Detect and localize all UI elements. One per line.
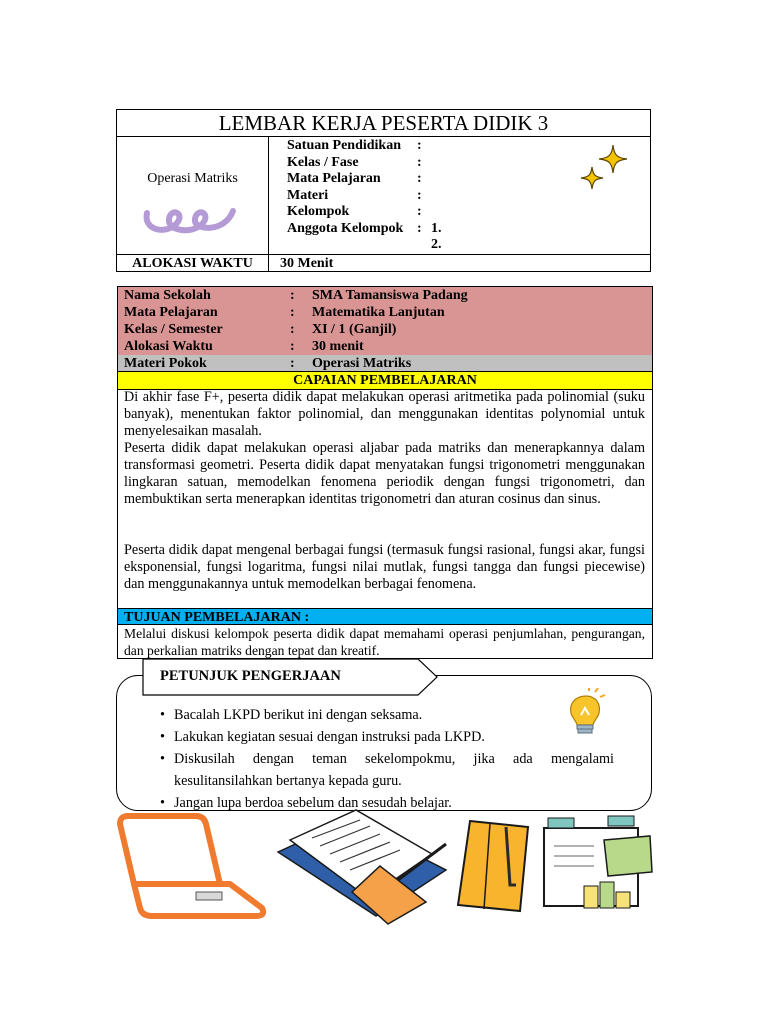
alokasi-row — [117, 254, 650, 272]
row-value: XI / 1 (Ganjil) — [312, 322, 397, 337]
notebook-illustration — [450, 815, 536, 915]
row-label: Mata Pelajaran — [124, 305, 218, 320]
field-materi — [287, 187, 431, 204]
field-satuan-pendidikan — [287, 137, 431, 154]
row-colon: : — [290, 288, 295, 303]
field-label: Materi — [287, 187, 329, 203]
list-item: • Jangan lupa berdoa sebelum dan sesudah belajar. — [158, 792, 614, 814]
capaian-paragraph-3: Peserta didik dapat mengenal berbagai fungsi (termasuk fungsi rasional, fungsi akar, fungsi eksponensial, fungsi logaritma, fungsi nilai mutlak, fungsi tangga dan fungsi piecewise) dan menggunakannya untuk memodelkan berbagai fenomena. — [124, 542, 645, 592]
field-colon: : — [417, 204, 422, 219]
field-label: Kelas / Fase — [287, 154, 359, 170]
row-alokasi-waktu — [118, 338, 652, 355]
papers-illustration — [260, 806, 460, 926]
row-value: 30 menit — [312, 339, 364, 354]
field-anggota-2 — [287, 236, 442, 253]
laptop-illustration — [112, 812, 272, 922]
row-label: Alokasi Waktu — [124, 339, 213, 354]
field-kelompok — [287, 203, 431, 220]
row-nama-sekolah — [118, 287, 652, 304]
alokasi-value: 30 Menit — [280, 256, 334, 271]
field-colon: : — [417, 138, 422, 153]
field-colon: : — [417, 187, 422, 203]
list-item: • Diskusilah dengan teman sekelompokmu, jika ada mengalami kesulitansilahkan bertanya kepada guru. — [158, 748, 614, 792]
field-anggota-kelompok — [287, 220, 442, 237]
row-colon: : — [290, 322, 295, 337]
header-topic-cell — [117, 137, 269, 254]
lightbulb-icon — [565, 688, 607, 738]
field-label: Satuan Pendidikan — [287, 138, 401, 153]
field-value[interactable]: 1. — [431, 220, 442, 236]
list-item: • Bacalah LKPD berikut ini dengan seksama. — [158, 704, 614, 726]
petunjuk-heading: PETUNJUK PENGERJAAN — [160, 668, 341, 684]
header-table — [116, 109, 651, 272]
row-materi-pokok — [118, 355, 652, 372]
field-colon: : — [417, 220, 422, 236]
identity-fields — [269, 137, 650, 254]
row-label: Kelas / Semester — [124, 322, 223, 337]
row-value: SMA Tamansiswa Padang — [312, 288, 468, 303]
tujuan-heading: TUJUAN PEMBELAJARAN : — [118, 608, 652, 625]
sticky-notes-illustration — [538, 812, 658, 916]
row-mata-pelajaran — [118, 304, 652, 321]
row-kelas-semester — [118, 321, 652, 338]
field-value[interactable]: 2. — [431, 237, 442, 252]
field-label: Mata Pelajaran — [287, 171, 381, 186]
row-colon: : — [290, 305, 295, 320]
topic-label: Operasi Matriks — [147, 171, 238, 186]
info-table — [117, 286, 653, 659]
row-value: Matematika Lanjutan — [312, 305, 445, 320]
sparkle-icon — [579, 143, 629, 199]
field-colon: : — [417, 154, 422, 170]
row-value: Operasi Matriks — [312, 356, 412, 371]
alokasi-label: ALOKASI WAKTU — [117, 255, 269, 272]
row-colon: : — [290, 339, 295, 354]
field-label: Kelompok — [287, 204, 350, 219]
field-kelas-fase — [287, 154, 431, 171]
field-mata-pelajaran — [287, 170, 431, 187]
field-label: Anggota Kelompok — [287, 220, 404, 236]
field-colon: : — [417, 171, 422, 186]
list-item: • Lakukan kegiatan sesuai dengan instruksi pada LKPD. — [158, 726, 614, 748]
row-colon: : — [290, 356, 295, 371]
row-label: Materi Pokok — [124, 356, 207, 371]
worksheet-title: LEMBAR KERJA PESERTA DIDIK 3 — [117, 110, 650, 137]
row-label: Nama Sekolah — [124, 288, 211, 303]
tujuan-text: Melalui diskusi kelompok peserta didik dapat memahami operasi penjumlahan, pengurangan, dan perkalian matriks dengan tepat dan kreatif. — [124, 626, 645, 658]
ribbon-decoration — [141, 201, 241, 239]
capaian-paragraph-2: Peserta didik dapat melakukan operasi aljabar pada matriks dan menerapkannya dalam transformasi geometri. Peserta didik dapat menyatakan fungsi trigonometri menggunakan lingkaran satuan, memodelkan fenomena periodik dengan fungsi trigonometri, dan membuktikan serta menerapkan identitas trigonometri dan aturan cosinus dan sinus. — [124, 440, 645, 507]
capaian-heading: CAPAIAN PEMBELAJARAN — [118, 371, 652, 390]
petunjuk-list — [158, 704, 614, 814]
capaian-paragraph-1: Di akhir fase F+, peserta didik dapat melakukan operasi aritmetika pada polinomial (suku banyak), menentukan faktor polinomial, dan menggunakan identitas polynomial untuk menyelesaikan masalah. — [124, 389, 645, 439]
